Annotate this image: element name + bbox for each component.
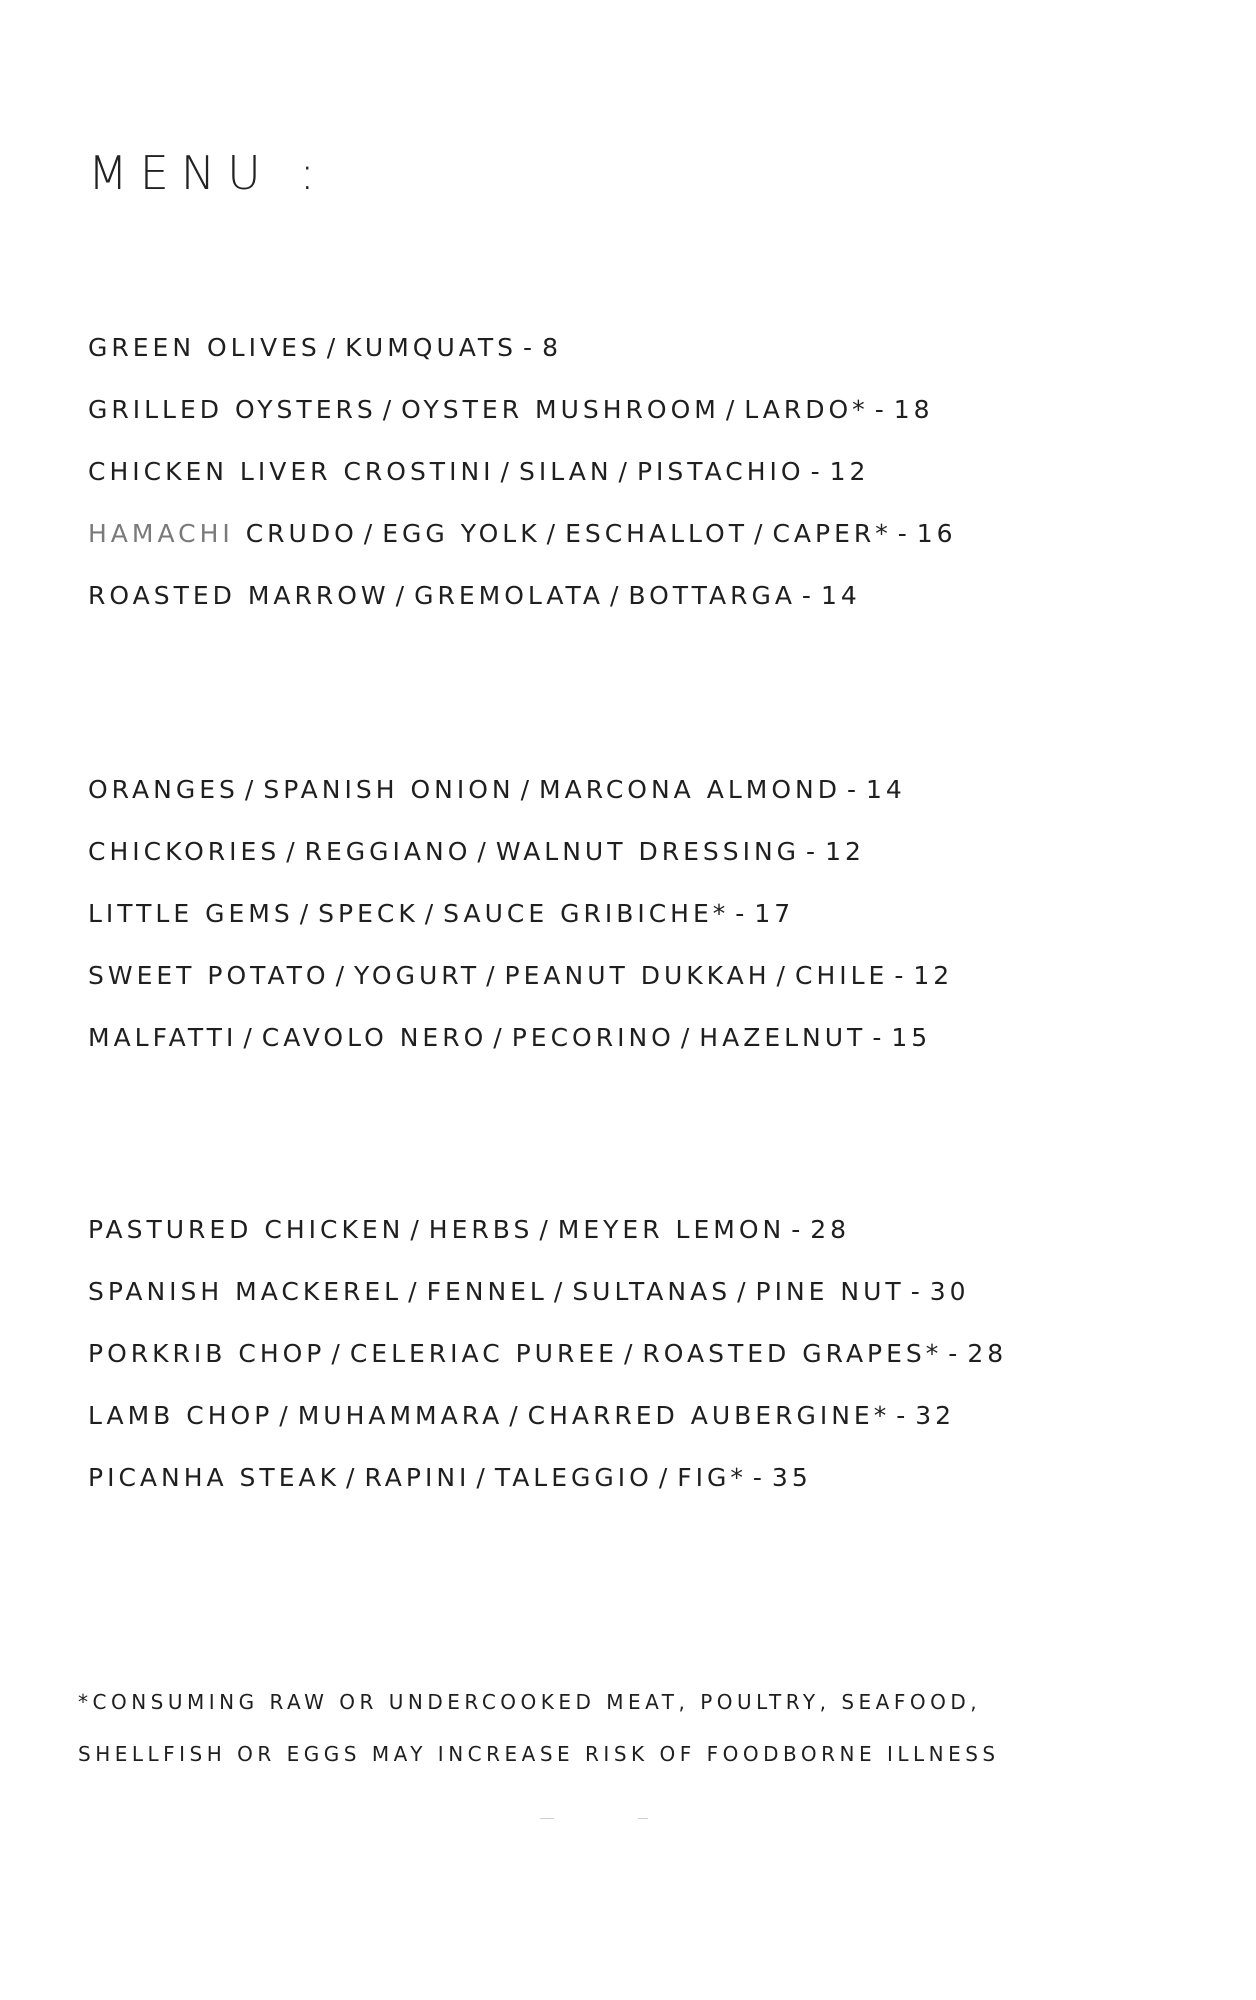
price-dash: - <box>897 519 911 548</box>
separator-slash: / <box>553 1277 567 1306</box>
menu-item <box>88 1208 1208 1270</box>
menu-item <box>88 1016 1208 1078</box>
price-dash: - <box>752 1463 766 1492</box>
menu-item-ingredient: TALEGGIO <box>494 1463 653 1492</box>
menu-item-ingredient: ESCHALLOT <box>565 519 748 548</box>
menu-item <box>88 768 1208 830</box>
menu-item-ingredient: PINE NUT <box>755 1277 905 1306</box>
menu-item-ingredient: CHILE <box>794 961 889 990</box>
separator-slash: / <box>299 899 313 928</box>
separator-slash: / <box>680 1023 694 1052</box>
menu-item-price: 8 <box>542 333 562 362</box>
price-dash: - <box>846 775 860 804</box>
separator-slash: / <box>609 581 623 610</box>
price-dash: - <box>806 837 820 866</box>
menu-item-price: 12 <box>829 457 870 486</box>
menu-item-ingredient: PECORINO <box>511 1023 675 1052</box>
menu-item-ingredient: BOTTARGA <box>628 581 796 610</box>
menu-item <box>88 450 1208 512</box>
menu-item-ingredient: MUHAMMARA <box>297 1401 504 1430</box>
separator-slash: / <box>395 581 409 610</box>
menu-item-ingredient: REGGIANO <box>304 837 472 866</box>
menu-item-ingredient: FENNEL <box>426 1277 548 1306</box>
menu-item-price: 30 <box>929 1277 970 1306</box>
price-dash: - <box>523 333 537 362</box>
menu-item-name: PORKRIB CHOP <box>88 1339 326 1368</box>
menu-item-price: 28 <box>967 1339 1008 1368</box>
separator-slash: / <box>623 1339 637 1368</box>
allergy-disclaimer-line-1: *CONSUMING RAW OR UNDERCOOKED MEAT, POULTRY, SEAFOOD, <box>78 1690 982 1714</box>
menu-item <box>88 388 1208 450</box>
menu-item-name: PICANHA STEAK <box>88 1463 340 1492</box>
menu-item-ingredient: SULTANAS <box>572 1277 732 1306</box>
menu-item-name: LITTLE GEMS <box>88 899 294 928</box>
separator-slash: / <box>776 961 789 990</box>
footer-marks <box>540 1818 660 1824</box>
menu-item-ingredient: MARCONA ALMOND <box>539 775 841 804</box>
menu-item-ingredient: MEYER LEMON <box>557 1215 786 1244</box>
separator-slash: / <box>331 1339 344 1368</box>
menu-item-name: PASTURED CHICKEN <box>88 1215 405 1244</box>
menu-item-name: GREEN OLIVES <box>88 333 321 362</box>
menu-item <box>88 892 1208 954</box>
separator-slash: / <box>477 837 490 866</box>
menu-item <box>88 830 1208 892</box>
menu-item <box>88 954 1208 1016</box>
menu-item-price: 12 <box>825 837 865 866</box>
separator-slash: / <box>346 1463 359 1492</box>
separator-slash: / <box>476 1463 489 1492</box>
price-dash: - <box>735 899 749 928</box>
separator-slash: / <box>408 1277 421 1306</box>
price-dash: - <box>810 457 824 486</box>
menu-item-ingredient: PISTACHIO <box>636 457 805 486</box>
separator-slash: / <box>486 961 499 990</box>
menu-item-name: ROASTED MARROW <box>88 581 390 610</box>
separator-slash: / <box>658 1463 672 1492</box>
menu-item-ingredient: ROASTED GRAPES* <box>642 1339 943 1368</box>
menu-item-ingredient: CRUDO <box>245 519 358 548</box>
menu-item-name: LAMB CHOP <box>88 1401 274 1430</box>
separator-slash: / <box>500 457 513 486</box>
footer-mark <box>638 1818 648 1819</box>
menu-item-price: 12 <box>913 961 954 990</box>
menu-item-ingredient: SPANISH ONION <box>263 775 515 804</box>
price-dash: - <box>791 1215 805 1244</box>
separator-slash: / <box>382 395 396 424</box>
separator-slash: / <box>754 519 767 548</box>
separator-slash: / <box>335 961 349 990</box>
separator-slash: / <box>410 1215 423 1244</box>
footer-mark <box>540 1818 554 1819</box>
separator-slash: / <box>725 395 739 424</box>
price-dash: - <box>910 1277 924 1306</box>
menu-item <box>88 1394 1208 1456</box>
separator-slash: / <box>520 775 534 804</box>
menu-item-ingredient: KUMQUATS <box>345 333 518 362</box>
separator-slash: / <box>326 333 340 362</box>
menu-item-price: 15 <box>891 1023 932 1052</box>
menu-section-mains <box>88 1208 1208 1518</box>
menu-item-ingredient: HAZELNUT <box>699 1023 867 1052</box>
price-dash: - <box>894 961 908 990</box>
menu-item-ingredient: LARDO* <box>744 395 869 424</box>
separator-slash: / <box>279 1401 292 1430</box>
menu-item-price: 35 <box>771 1463 812 1492</box>
allergy-disclaimer-line-2: SHELLFISH OR EGGS MAY INCREASE RISK OF FOODBORNE ILLNESS <box>78 1742 1000 1766</box>
price-dash: - <box>896 1401 910 1430</box>
separator-slash: / <box>737 1277 750 1306</box>
menu-item-ingredient: RAPINI <box>364 1463 471 1492</box>
menu-item-ingredient: CAVOLO NERO <box>261 1023 488 1052</box>
menu-item-ingredient: CAPER* <box>772 519 892 548</box>
menu-item <box>88 512 1208 574</box>
menu-item-price: 16 <box>916 519 957 548</box>
menu-item-name: MALFATTI <box>88 1023 238 1052</box>
menu-section-starters <box>88 326 1208 636</box>
menu-item-ingredient: SAUCE GRIBICHE* <box>443 899 730 928</box>
separator-slash: / <box>539 1215 552 1244</box>
menu-item-ingredient: PEANUT DUKKAH <box>504 961 771 990</box>
menu-item-price: 28 <box>810 1215 851 1244</box>
separator-slash: / <box>286 837 299 866</box>
menu-item-ingredient: CELERIAC PUREE <box>349 1339 618 1368</box>
menu-item <box>88 326 1208 388</box>
price-dash: - <box>948 1339 962 1368</box>
menu-item <box>88 574 1208 636</box>
menu-item-ingredient: SPECK <box>318 899 419 928</box>
price-dash: - <box>872 1023 886 1052</box>
menu-item-name: SPANISH MACKEREL <box>88 1277 403 1306</box>
separator-slash: / <box>493 1023 506 1052</box>
menu-item-price: 18 <box>893 395 934 424</box>
menu-item-ingredient: SILAN <box>518 457 613 486</box>
menu-item-price: 14 <box>866 775 906 804</box>
menu-title: MENU : <box>88 146 327 200</box>
menu-item-ingredient: CHARRED AUBERGINE* <box>527 1401 891 1430</box>
menu-item-ingredient: WALNUT DRESSING <box>495 837 801 866</box>
menu-section-vegetables-pasta <box>88 768 1208 1078</box>
menu-item-ingredient: FIG* <box>677 1463 747 1492</box>
menu-item <box>88 1270 1208 1332</box>
menu-item-name: ORANGES <box>88 775 239 804</box>
menu-item <box>88 1332 1208 1394</box>
price-dash: - <box>874 395 888 424</box>
menu-item-ingredient: OYSTER MUSHROOM <box>401 395 720 424</box>
menu-item-ingredient: GREMOLATA <box>414 581 604 610</box>
menu-item-ingredient: EGG YOLK <box>382 519 541 548</box>
menu-item-name: GRILLED OYSTERS <box>88 395 377 424</box>
price-dash: - <box>801 581 815 610</box>
menu-item <box>88 1456 1208 1518</box>
menu-item-name: HAMACHI <box>88 519 234 548</box>
menu-item-name: CHICKORIES <box>88 837 281 866</box>
menu-item-price: 14 <box>820 581 861 610</box>
separator-slash: / <box>243 1023 256 1052</box>
separator-slash: / <box>618 457 631 486</box>
menu-item-ingredient: YOGURT <box>354 961 481 990</box>
separator-slash: / <box>509 1401 522 1430</box>
separator-slash: / <box>546 519 560 548</box>
menu-item-price: 17 <box>754 899 795 928</box>
menu-item-name: CHICKEN LIVER CROSTINI <box>88 457 495 486</box>
menu-item-price: 32 <box>915 1401 956 1430</box>
separator-slash: / <box>424 899 438 928</box>
separator-slash: / <box>244 775 258 804</box>
menu-item-ingredient: HERBS <box>428 1215 534 1244</box>
menu-item-name: SWEET POTATO <box>88 961 330 990</box>
separator-slash: / <box>363 519 377 548</box>
